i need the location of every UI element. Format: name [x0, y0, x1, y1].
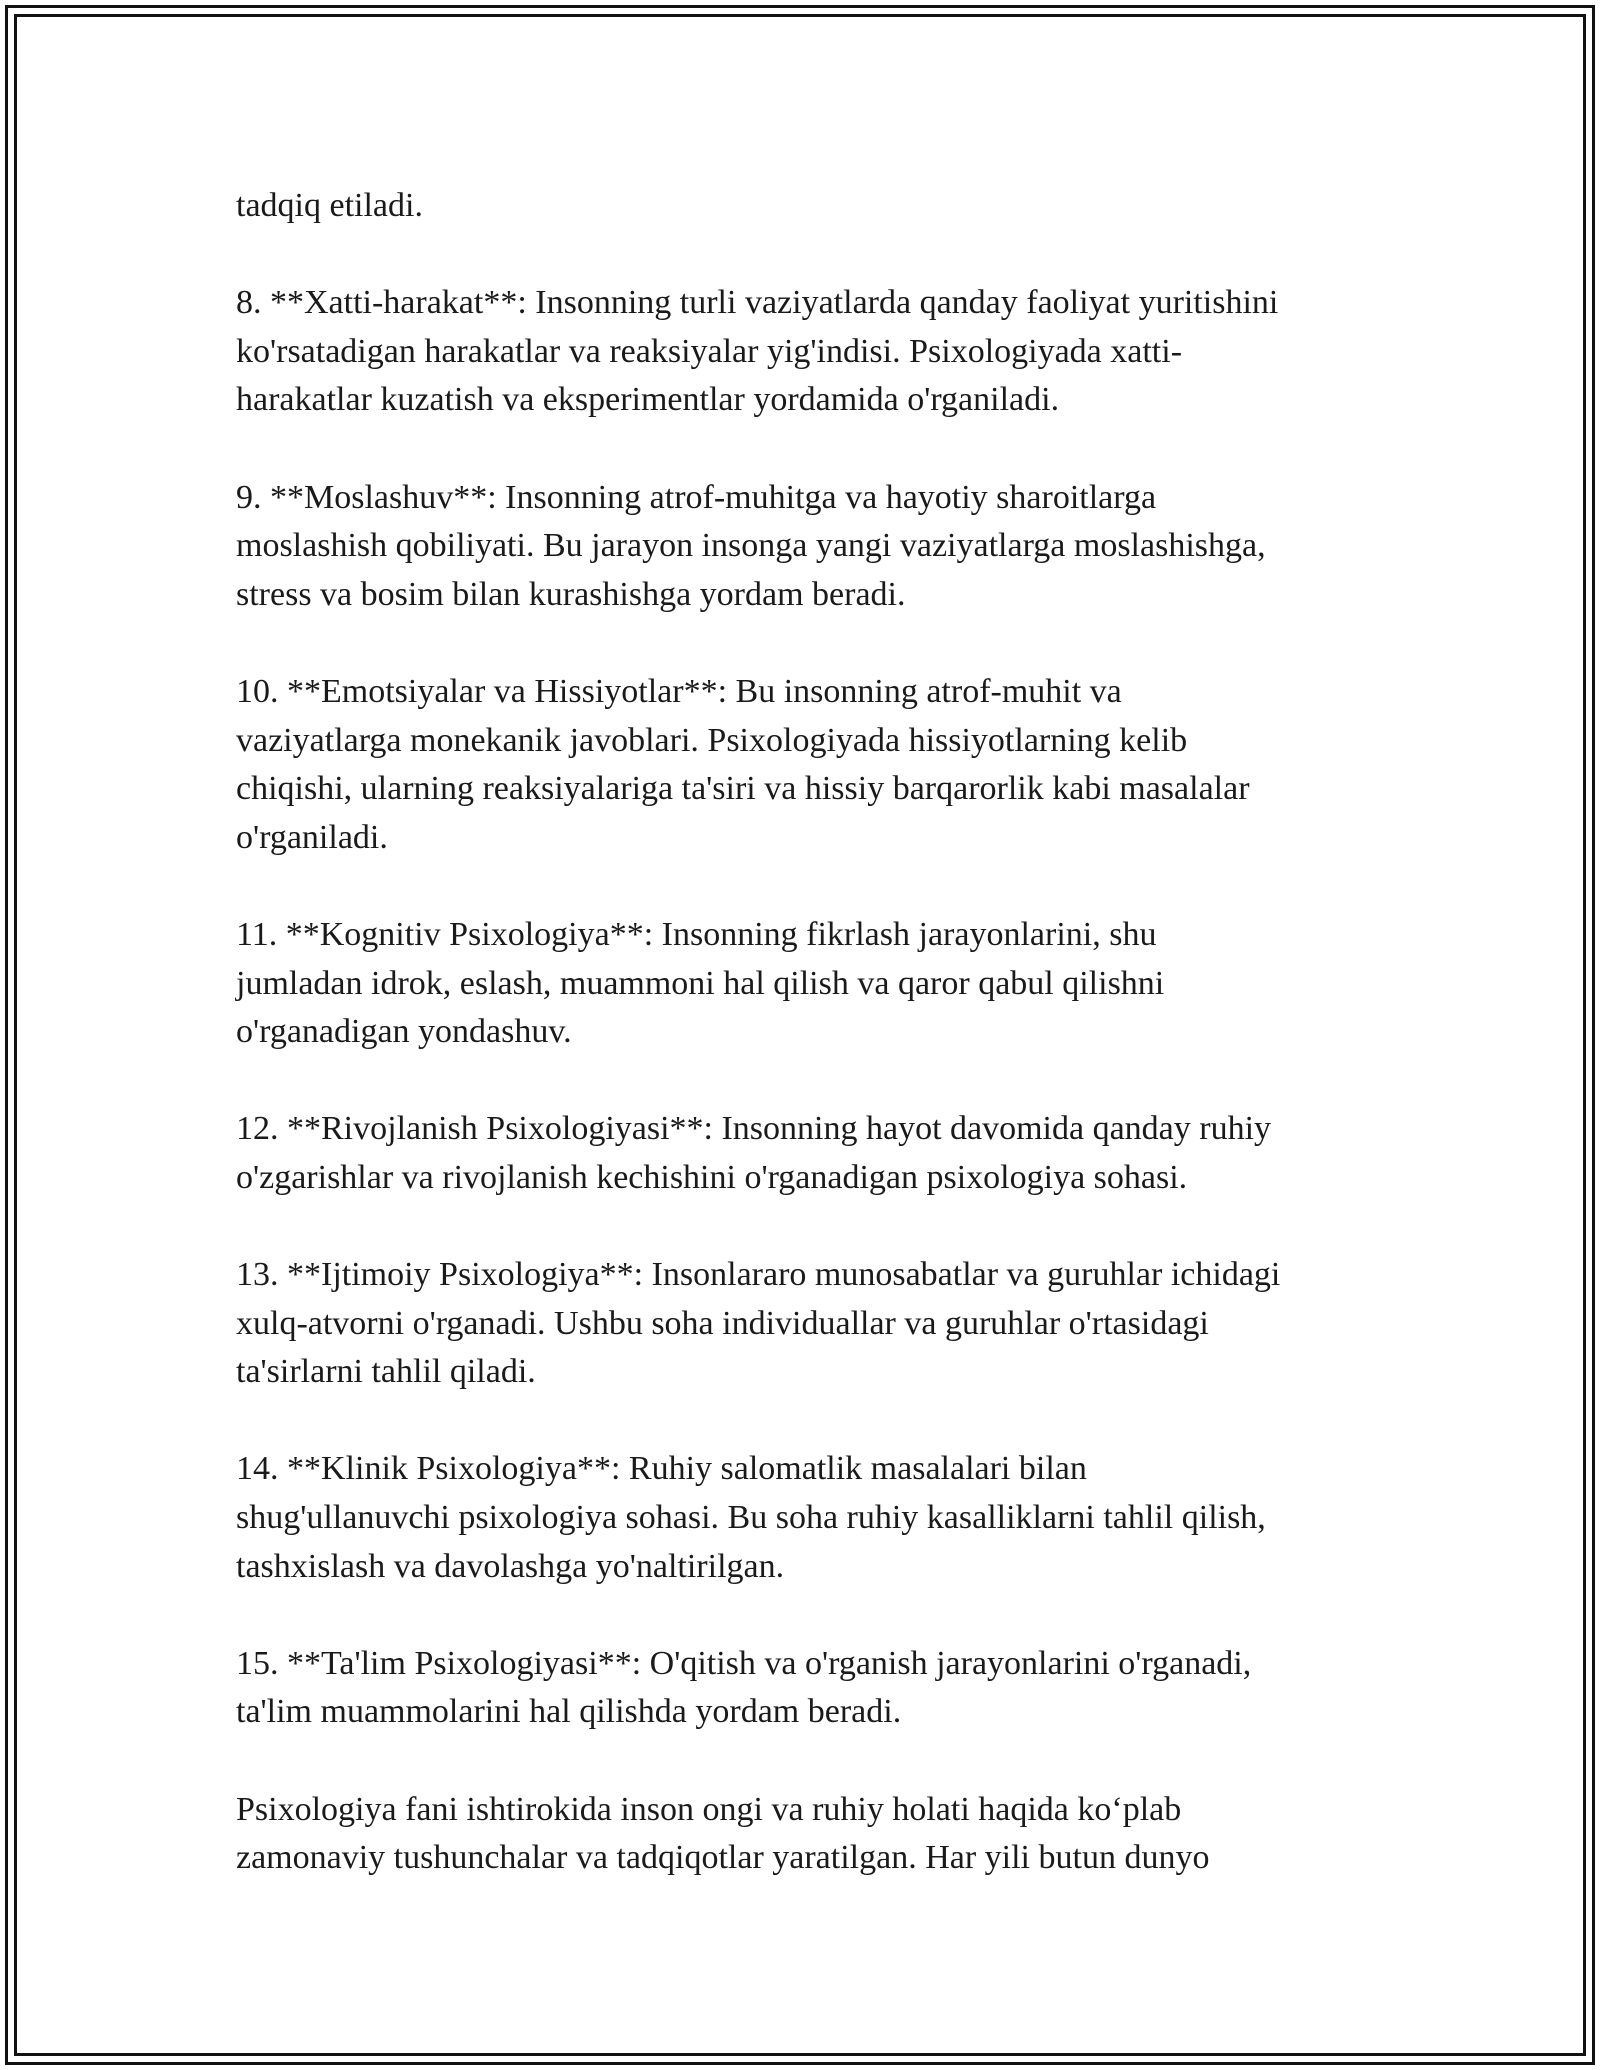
list-item-rivojlanish-psixologiyasi: 12. **Rivojlanish Psixologiyasi**: Insonning hayot davomida qanday ruhiy o'zgarishlar va rivojlanish kechishini o'rganadigan psixologiya sohasi. [236, 1110, 1272, 1196]
paragraph-conclusion: Psixologiya fani ishtirokida inson ongi va ruhiy holati haqida ko‘plab zamonaviy tushunchalar va tadqiqotlar yaratilgan. Har yili butun dunyo [236, 1790, 1210, 1877]
list-item-emotsiyalar: 10. **Emotsiyalar va Hissiyotlar**: Bu insonning atrof-muhit va vaziyatlarga monekanik javoblari. Psixologiyada hissiyotlarning kelib chiqishi, ularning reaksiyalariga ta'siri va hissiy barqarorlik kabi masalalar o'rganiladi. [236, 672, 1250, 856]
list-item-kognitiv-psixologiya: 11. **Kognitiv Psixologiya**: Insonning fikrlash jarayonlarini, shu jumladan idrok, eslash, muammoni hal qilish va qaror qabul qilishni o'rganadigan yondashuv. [236, 915, 1165, 1051]
list-item-talim-psixologiyasi: 15. **Ta'lim Psixologiyasi**: O'qitish va o'rganish jarayonlarini o'rganadi, ta'lim muammolarini hal qilishda yordam beradi. [236, 1644, 1252, 1731]
paragraph-continuation: tadqiq etiladi. [236, 187, 423, 224]
list-item-xatti-harakat: 8. **Xatti-harakat**: Insonning turli vaziyatlarda qanday faoliyat yuritishini ko'rsatadigan harakatlar va reaksiyalar yig'indisi. Psixologiyada xatti- harakatlar kuzatish va eksperimentlar yordamida o'rganiladi. [236, 284, 1279, 419]
list-item-moslashuv: 9. **Moslashuv**: Insonning atrof-muhitga va hayotiy sharoitlarga moslashish qobiliyati. Bu jarayon insonga yangi vaziyatlarga moslashishga, stress va bosim bilan kurashishga yordam beradi. [236, 478, 1266, 613]
document-body [236, 182, 1366, 1883]
list-item-klinik-psixologiya: 14. **Klinik Psixologiya**: Ruhiy salomatlik masalalari bilan shug'ullanuvchi psixologiya sohasi. Bu soha ruhiy kasalliklarni tahlil qilish, tashxislash va davolashga yo'naltirilgan. [236, 1450, 1266, 1585]
list-item-ijtimoiy-psixologiya: 13. **Ijtimoiy Psixologiya**: Insonlararo munosabatlar va guruhlar ichidagi xulq-atvorni o'rganadi. Ushbu soha individuallar va guruhlar o'rtasidagi ta'sirlarni tahlil qiladi. [236, 1256, 1281, 1391]
